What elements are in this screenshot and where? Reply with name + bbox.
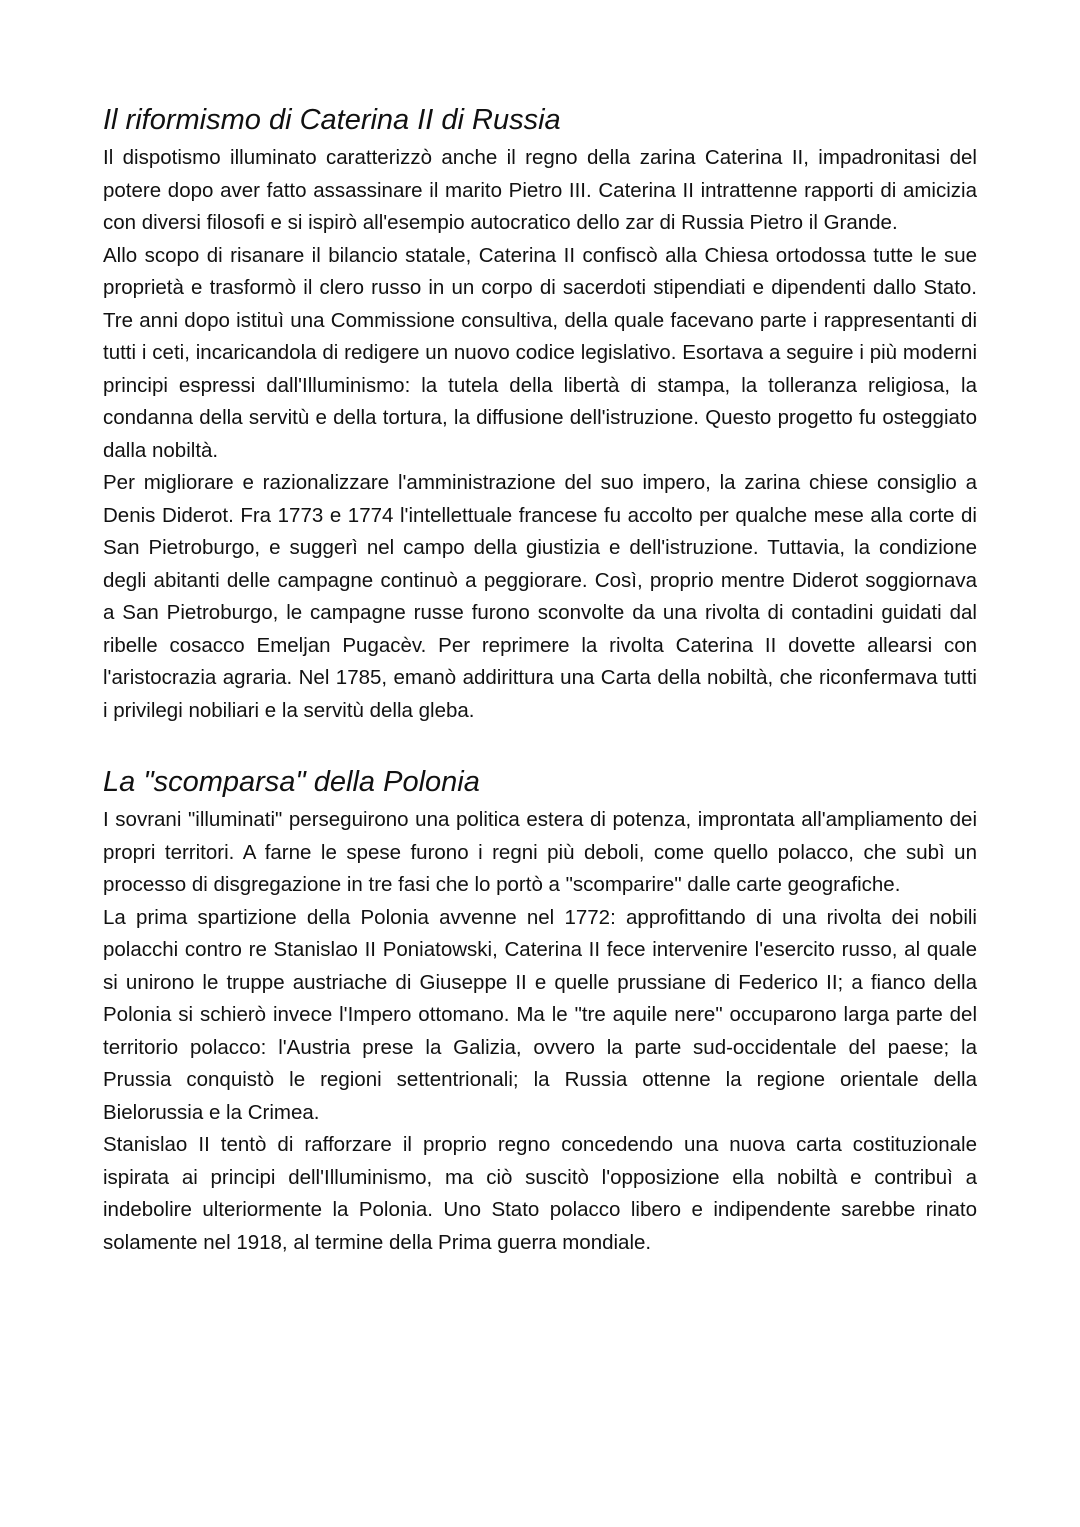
paragraph: Per migliorare e razionalizzare l'amministrazione del suo impero, la zarina chiese consiglio a Denis Diderot. Fra 1773 e 1774 l'intellettuale francese fu accolto per qualche mese alla corte di San Pietroburgo, e suggerì nel campo della giustizia e dell'istruzione. Tuttavia, la condizione degli abitanti delle campagne continuò a peggiorare. Così, proprio mentre Diderot soggiornava a San Pietroburgo, le campagne russe furono sconvolte da una rivolta di contadini guidati dal ribelle cosacco Emeljan Pugacèv. Per reprimere la rivolta Caterina II dovette allearsi con l'aristocrazia agraria. Nel 1785, emanò addirittura una Carta della nobiltà, che riconfermava tutti i privilegi nobiliari e la servitù della gleba.	[103, 471, 977, 722]
section-polonia	[103, 760, 977, 1259]
paragraph: Stanislao II tentò di rafforzare il proprio regno concedendo una nuova carta costituzionale ispirata ai principi dell'Illuminismo, ma ciò suscitò l'opposizione ella nobiltà e contribuì a indebolire ulteriormente la Polonia. Uno Stato polacco libero e indipendente sarebbe rinato solamente nel 1918, al termine della Prima guerra mondiale.	[103, 1133, 977, 1254]
paragraph: Il dispotismo illuminato caratterizzò anche il regno della zarina Caterina II, impadronitasi del potere dopo aver fatto assassinare il marito Pietro III. Caterina II intrattenne rapporti di amicizia con diversi filosofi e si ispirò all'esempio autocratico dello zar di Russia Pietro il Grande.	[103, 146, 977, 234]
paragraph: La prima spartizione della Polonia avvenne nel 1772: approfittando di una rivolta dei nobili polacchi contro re Stanislao II Poniatowski, Caterina II fece intervenire l'esercito russo, al quale si unirono le truppe austriache di Giuseppe II e quelle prussiane di Federico II; a fianco della Polonia si schierò invece l'Impero ottomano. Ma le "tre aquile nere" occuparono larga parte del territorio polacco: l'Austria prese la Galizia, ovvero la parte sud-occidentale del paese; la Prussia conquistò le regioni settentrionali; la Russia ottenne la regione orientale della Bielorussia e la Crimea.	[103, 905, 977, 1124]
paragraph: Allo scopo di risanare il bilancio statale, Caterina II confiscò alla Chiesa ortodossa tutte le sue proprietà e trasformò il clero russo in un corpo di sacerdoti stipendiati e dipendenti dallo Stato. Tre anni dopo istituì una Commissione consultiva, della quale facevano parte i rappresentanti di tutti i ceti, incaricandola di redigere un nuovo codice legislativo. Esortava a seguire i più moderni principi espressi dall'Illuminismo: la tutela della libertà di stampa, la tolleranza religiosa, la condanna della servitù e della tortura, la diffusione dell'istruzione. Questo progetto fu osteggiato dalla nobiltà.	[103, 243, 977, 462]
paragraph: I sovrani "illuminati" perseguirono una politica estera di potenza, improntata all'ampliamento dei propri territori. A farne le spese furono i regni più deboli, come quello polacco, che subì un processo di disgregazione in tre fasi che lo portò a "scomparire" dalle carte geografiche.	[103, 808, 977, 896]
section-title: La "scomparsa" della Polonia	[103, 766, 480, 798]
section-title: Il riformismo di Caterina II di Russia	[103, 104, 561, 136]
section-caterina	[103, 98, 977, 727]
document-page	[103, 98, 977, 1259]
